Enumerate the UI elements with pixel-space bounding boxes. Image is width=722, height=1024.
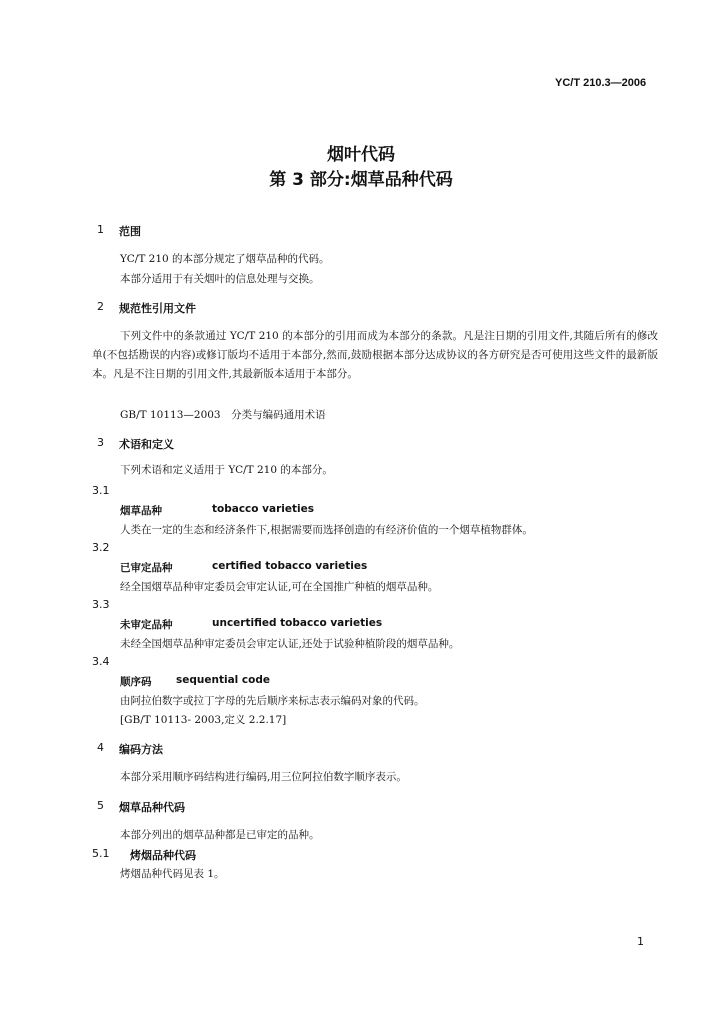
doc-title: 烟叶代码 <box>327 145 395 165</box>
term-number: 3.4 <box>92 655 110 668</box>
subsection-number: 5.1 <box>92 847 110 860</box>
section-number: 2 <box>97 300 104 313</box>
document-number: YC/T 210.3—2006 <box>555 77 647 89</box>
section-heading: 规范性引用文件 <box>119 302 196 315</box>
section-heading: 烟草品种代码 <box>119 801 185 814</box>
term-definition: 人类在一定的生态和经济条件下,根据需要而选择创造的有经济价值的一个烟草植物群体。 <box>120 524 533 536</box>
paragraph: 本部分适用于有关烟叶的信息处理与交换。 <box>120 273 320 285</box>
term-source: [GB/T 10113- 2003,定义 2.2.17] <box>120 714 287 726</box>
term-english: tobacco varieties <box>212 503 314 515</box>
section-number: 1 <box>97 223 104 236</box>
term-name: 已审定品种 <box>120 562 173 574</box>
term-number: 3.2 <box>92 541 110 554</box>
section-number: 5 <box>97 799 104 812</box>
subsection-heading: 烤烟品种代码 <box>130 849 196 862</box>
term-english: certified tobacco varieties <box>212 560 368 572</box>
term-definition: 未经全国烟草品种审定委员会审定认证,还处于试验种植阶段的烟草品种。 <box>120 638 460 650</box>
term-english: sequential code <box>176 674 270 686</box>
section-number: 3 <box>97 436 104 449</box>
paragraph: 下列文件中的条款通过 YC/T 210 的本部分的引用而成为本部分的条款。凡是注日期的引用文件,其随后所有的修改单(不包括勘误的内容)或修订版均不适用于本部分,然而,鼓励根据本部分达成协议的各方研究是否可使用这些文件的最新版本。凡是不注日期的引用文件,其最新版本适用于本部分。 <box>92 330 658 380</box>
section-heading: 编码方法 <box>119 743 163 756</box>
paragraph: 本部分采用顺序码结构进行编码,用三位阿拉伯数字顺序表示。 <box>120 771 407 783</box>
paragraph: 烤烟品种代码见表 1。 <box>120 868 225 880</box>
page-number: 1 <box>637 935 644 948</box>
paragraph: YC/T 210 的本部分规定了烟草品种的代码。 <box>120 253 330 265</box>
term-english: uncertified tobacco varieties <box>212 617 383 629</box>
paragraph: 本部分列出的烟草品种都是已审定的品种。 <box>120 829 320 841</box>
term-number: 3.1 <box>92 484 110 497</box>
paragraph: 下列术语和定义适用于 YC/T 210 的本部分。 <box>120 464 333 476</box>
term-name: 烟草品种 <box>120 505 162 517</box>
term-name: 顺序码 <box>120 676 152 688</box>
term-definition: 经全国烟草品种审定委员会审定认证,可在全国推广种植的烟草品种。 <box>120 581 439 593</box>
term-name: 未审定品种 <box>120 619 173 631</box>
section-number: 4 <box>97 741 104 754</box>
term-number: 3.3 <box>92 598 110 611</box>
doc-subtitle: 第 3 部分:烟草品种代码 <box>269 170 453 190</box>
reference: GB/T 10113—2003 分类与编码通用术语 <box>120 409 326 421</box>
section-heading: 术语和定义 <box>119 438 174 451</box>
section-heading: 范围 <box>119 225 141 238</box>
term-definition: 由阿拉伯数字或拉丁字母的先后顺序来标志表示编码对象的代码。 <box>120 695 425 707</box>
